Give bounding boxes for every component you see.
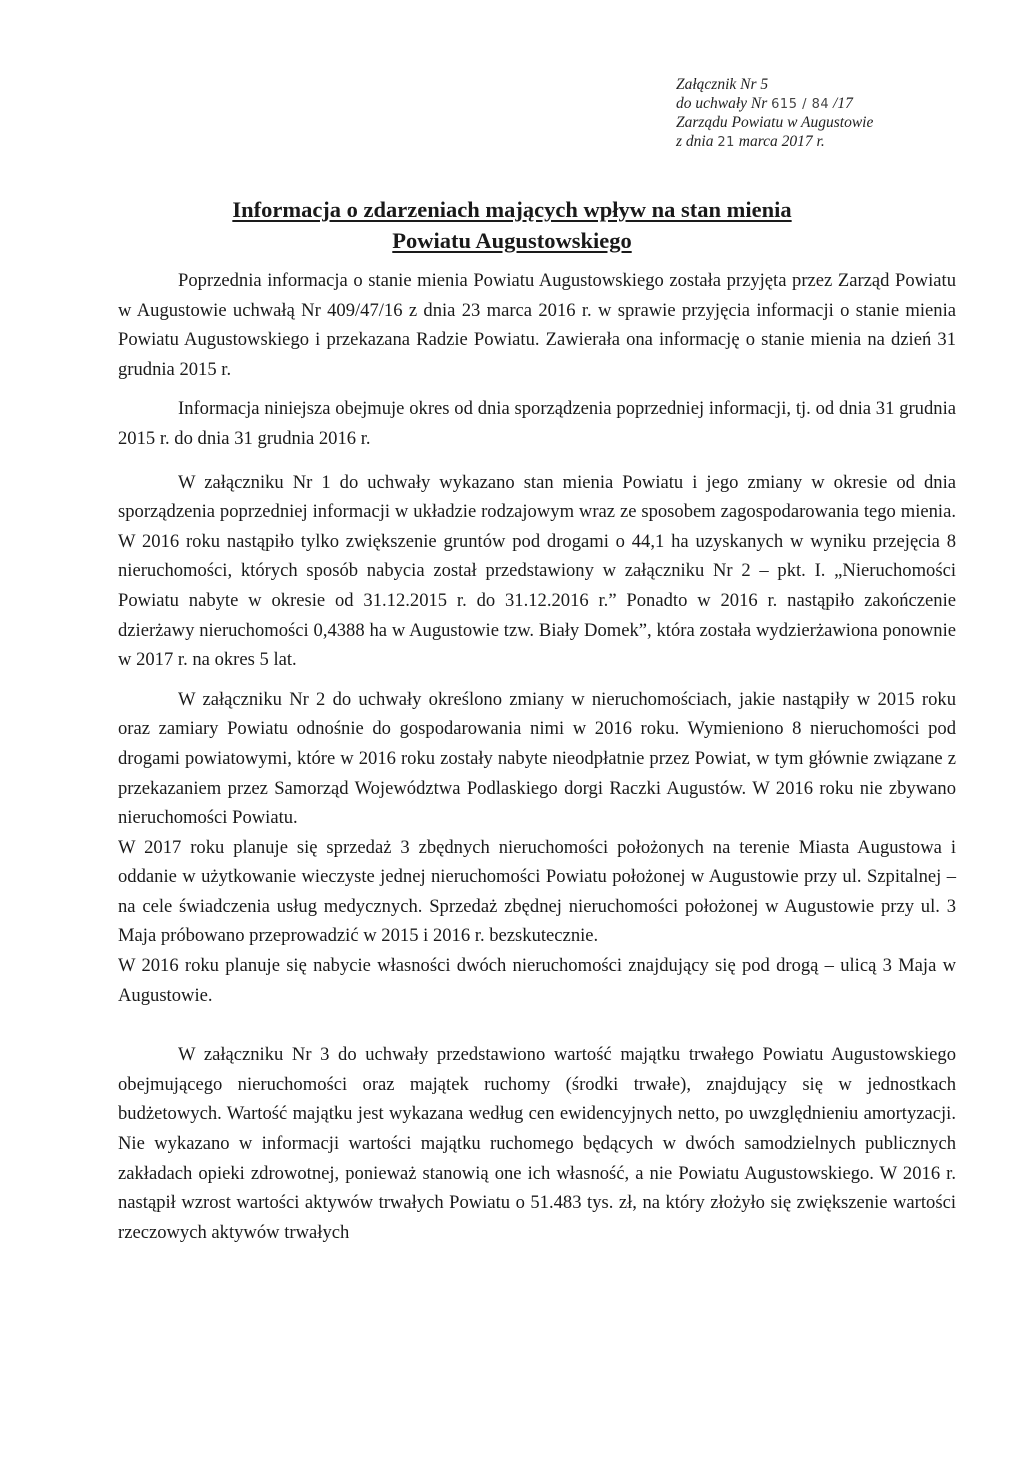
- date-suffix: marca 2017 r.: [734, 132, 825, 150]
- handwritten-day: 21: [717, 134, 735, 150]
- paragraph-previous-information: Poprzednia informacja o stanie mienia Powiatu Augustowskiego została przyjęta przez Zarząd Powiatu w Augustowie uchwałą Nr 409/47/16 z dnia 23 marca 2016 r. w sprawie przyjęcia informacji o stanie mienia Powiatu Augustowskiego i przekazana Radzie Powiatu. Zawierała ona informację o stanie mienia na dzień 31 grudnia 2015 r.: [118, 270, 956, 380]
- handwritten-resolution-number: 615 / 84: [771, 96, 830, 112]
- resolution-date: [676, 133, 873, 153]
- paragraph-attachment-2: W załączniku Nr 2 do uchwały określono zmiany w nieruchomościach, jakie nastąpiły w 2015 roku oraz zamiary Powiatu odnośnie do gospodarowania nimi w 2016 roku. Wymieniono 8 nieruchomości pod drogami powiatowymi, które w 2016 roku zostały nabyte nieodpłatnie przez Powiat, w tym głównie związane z przekazaniem przez Samorząd Województwa Podlaskiego dorgi Raczki Augustów. W 2016 roku nie zbywano nieruchomości Powiatu.: [118, 688, 956, 829]
- paragraph-acquisition-plan: W 2016 roku planuje się nabycie własności dwóch nieruchomości znajdujący się pod drogą – ulicą 3 Maja w Augustowie.: [118, 955, 956, 1006]
- resolution-prefix: do uchwały Nr: [676, 94, 772, 112]
- resolution-reference: [676, 95, 873, 115]
- attachment-number: Załącznik Nr 5: [676, 76, 769, 93]
- title-line-1: Informacja o zdarzeniach mających wpływ na stan mienia: [232, 197, 792, 222]
- issuing-body: Zarządu Powiatu w Augustowie: [676, 114, 874, 131]
- title-line-2: Powiatu Augustowskiego: [392, 228, 632, 253]
- paragraph-attachment-1: W załączniku Nr 1 do uchwały wykazano stan mienia Powiatu i jego zmiany w okresie od dnia sporządzenia poprzedniej informacji w układzie rodzajowym wraz ze sposobem zagospodarowania tego mienia. W 2016 roku nastąpiło tylko zwiększenie gruntów pod drogami o 44,1 ha uzyskanych w wyniku przejęcia 8 nieruchomości, których sposób nabycia został przedstawiony w załączniku Nr 2 – pkt. I. „Nieruchomości Powiatu nabyte w okresie od 31.12.2015 r. do 31.12.2016 r.” Ponadto w 2016 r. nastąpiło zakończenie dzierżawy nieruchomości 0,4388 ha w Augustowie tzw. Biały Domek”, która została wydzierżawiona ponownie w 2017 r. na okres 5 lat.: [118, 471, 956, 671]
- document-body: [118, 266, 956, 1247]
- resolution-suffix: /17: [829, 94, 853, 112]
- paragraph-plans-2017: W 2017 roku planuje się sprzedaż 3 zbędnych nieruchomości położonych na terenie Miasta Augustowa i oddanie w użytkowanie wieczyste jednej nieruchomości Powiatu położonej w Augustowie przy ul. Szpitalnej – na cele świadczenia usług medycznych. Sprzedaż zbędnej nieruchomości położonej w Augustowie przy ul. 3 Maja próbowano przeprowadzić w 2015 i 2016 r. bezskutecznie.: [118, 836, 956, 947]
- paragraph-period: Informacja niniejsza obejmuje okres od dnia sporządzenia poprzedniej informacji, tj. od dnia 31 grudnia 2015 r. do dnia 31 grudnia 2016 r.: [118, 398, 956, 449]
- paragraph-attachment-3: W załączniku Nr 3 do uchwały przedstawiono wartość majątku trwałego Powiatu Augustowskiego obejmującego nieruchomości oraz majątek ruchomy (środki trwałe), znajdujący się w jednostkach budżetowych. Wartość majątku jest wykazana według cen ewidencyjnych netto, po uwzględnieniu amortyzacji. Nie wykazano w informacji wartości majątku ruchomego będących w dwóch samodzielnych publicznych zakładach opieki zdrowotnej, ponieważ stanowią one ich własność, a nie Powiatu Augustowskiego. W 2016 r. nastąpił wzrost wartości aktywów trwałych Powiatu o 51.483 tys. zł, na który złożyło się zwiększenie wartości rzeczowych aktywów trwałych: [118, 1044, 956, 1243]
- date-prefix: z dnia: [676, 132, 718, 150]
- attachment-header: [676, 76, 873, 152]
- document-title: [0, 194, 1024, 256]
